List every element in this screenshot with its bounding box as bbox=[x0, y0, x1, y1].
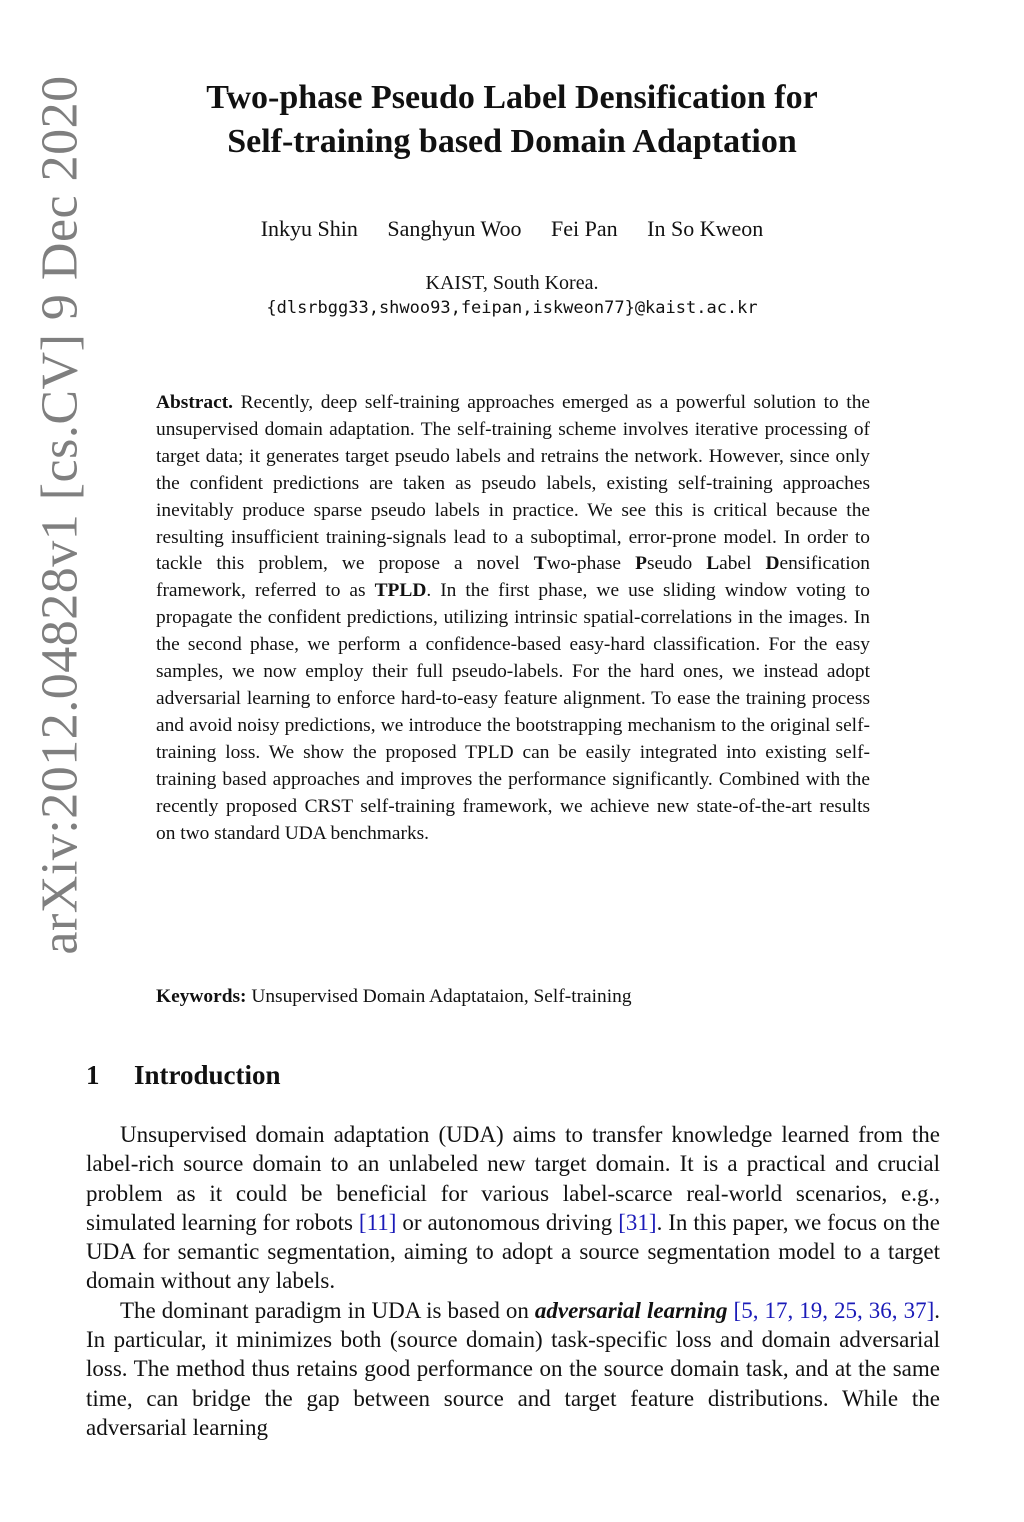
abstract-text: wo-phase bbox=[546, 553, 636, 575]
author-list bbox=[120, 216, 904, 242]
paper-title bbox=[120, 76, 904, 164]
author: In So Kweon bbox=[647, 216, 764, 241]
arxiv-stamp-text: arXiv:2012.04828v1 [cs.CV] 9 Dec 2020 bbox=[31, 75, 89, 955]
paragraph-text: . In this paper, we focus on the UDA for semantic segmentation, aiming to adopt a source segmentation model to a target domain without any labels. bbox=[86, 1209, 941, 1294]
abstract-text: Recently, deep self-training approaches emerged as a powerful solution to the unsupervised domain adaptation. The self-training scheme involves iterative processing of target data; it generates target pseudo labels and retrains the network. However, since only the confident predictions are taken as pseudo labels, existing self-training approaches inevitably produce sparse pseudo labels in practice. We see this is critical because the resulting insufficient training-signals lead to a suboptimal, error-prone model. In order to tackle this problem, we propose a novel bbox=[156, 392, 870, 575]
section-number: 1 bbox=[86, 1060, 100, 1090]
keywords-label: Keywords: bbox=[156, 986, 247, 1007]
paragraph-text: . In particular, it minimizes both (source domain) task-specific loss and domain adversarial loss. The method thus retains good performance on the source domain task, and at the same time, can bridge the gap between source and target feature distributions. While the adversarial learning bbox=[86, 1297, 940, 1440]
abstract-text: . In the first phase, we use sliding window voting to propagate the confident predictions, utilizing intrinsic spatial-correlations in the images. In the second phase, we perform a confidence-based easy-hard classification. For the easy samples, we now employ their full pseudo-labels. For the hard ones, we instead adopt adversarial learning to enforce hard-to-easy feature alignment. To ease the training process and avoid noisy predictions, we introduce the bootstrapping mechanism to the original self-training loss. We show the proposed TPLD can be easily integrated into existing self-training based approaches and improves the performance significantly. Combined with the recently proposed CRST self-training framework, we achieve new state-of-the-art results on two standard UDA benchmarks. bbox=[156, 580, 870, 844]
body-text bbox=[86, 1120, 940, 1442]
affiliation: KAIST, South Korea. bbox=[425, 272, 599, 294]
abstract-text: seudo bbox=[646, 553, 707, 575]
abstract-label: Abstract. bbox=[156, 392, 234, 413]
keywords bbox=[156, 986, 870, 1008]
paragraph-text: Unsupervised domain adaptation (UDA) aims to transfer knowledge learned from the label-rich source domain to an unlabeled new target domain. It is a practical and crucial problem as it could be beneficial for various label-scarce real-world scenarios, e.g., simulated learning for robots bbox=[86, 1122, 940, 1235]
acronym-letter: T bbox=[533, 553, 547, 575]
title-line-2: Self-training based Domain Adaptation bbox=[227, 123, 797, 160]
paragraph bbox=[86, 1296, 940, 1442]
emphasis: adversarial learning bbox=[534, 1297, 728, 1323]
paragraph-text: or autonomous driving bbox=[396, 1209, 619, 1235]
section-heading bbox=[86, 1060, 281, 1091]
acronym-letter: P bbox=[635, 553, 647, 575]
arxiv-stamp bbox=[20, 75, 100, 955]
keywords-text: Unsupervised Domain Adaptataion, Self-training bbox=[246, 986, 632, 1007]
author: Fei Pan bbox=[551, 216, 618, 241]
abstract-text: ensification framework, referred to as bbox=[156, 553, 870, 602]
section-title: Introduction bbox=[134, 1060, 281, 1090]
author: Sanghyun Woo bbox=[387, 216, 522, 241]
paragraph-text: The dominant paradigm in UDA is based on bbox=[120, 1297, 535, 1323]
author: Inkyu Shin bbox=[260, 216, 358, 241]
abstract bbox=[156, 390, 870, 847]
acronym-letter: D bbox=[765, 553, 780, 575]
title-line-1: Two-phase Pseudo Label Densification for bbox=[206, 79, 818, 116]
citation-link[interactable]: [5, 17, 19, 25, 36, 37] bbox=[733, 1297, 935, 1323]
acronym-tpld: TPLD bbox=[374, 580, 427, 602]
citation-link[interactable]: [11] bbox=[358, 1209, 397, 1235]
abstract-text: abel bbox=[719, 553, 766, 575]
acronym-letter: L bbox=[706, 553, 720, 575]
citation-link[interactable]: [31] bbox=[618, 1209, 657, 1235]
paragraph bbox=[86, 1120, 940, 1296]
author-emails: {dlsrbgg33,shwoo93,feipan,iskweon77}@kaist.ac.kr bbox=[266, 298, 758, 318]
